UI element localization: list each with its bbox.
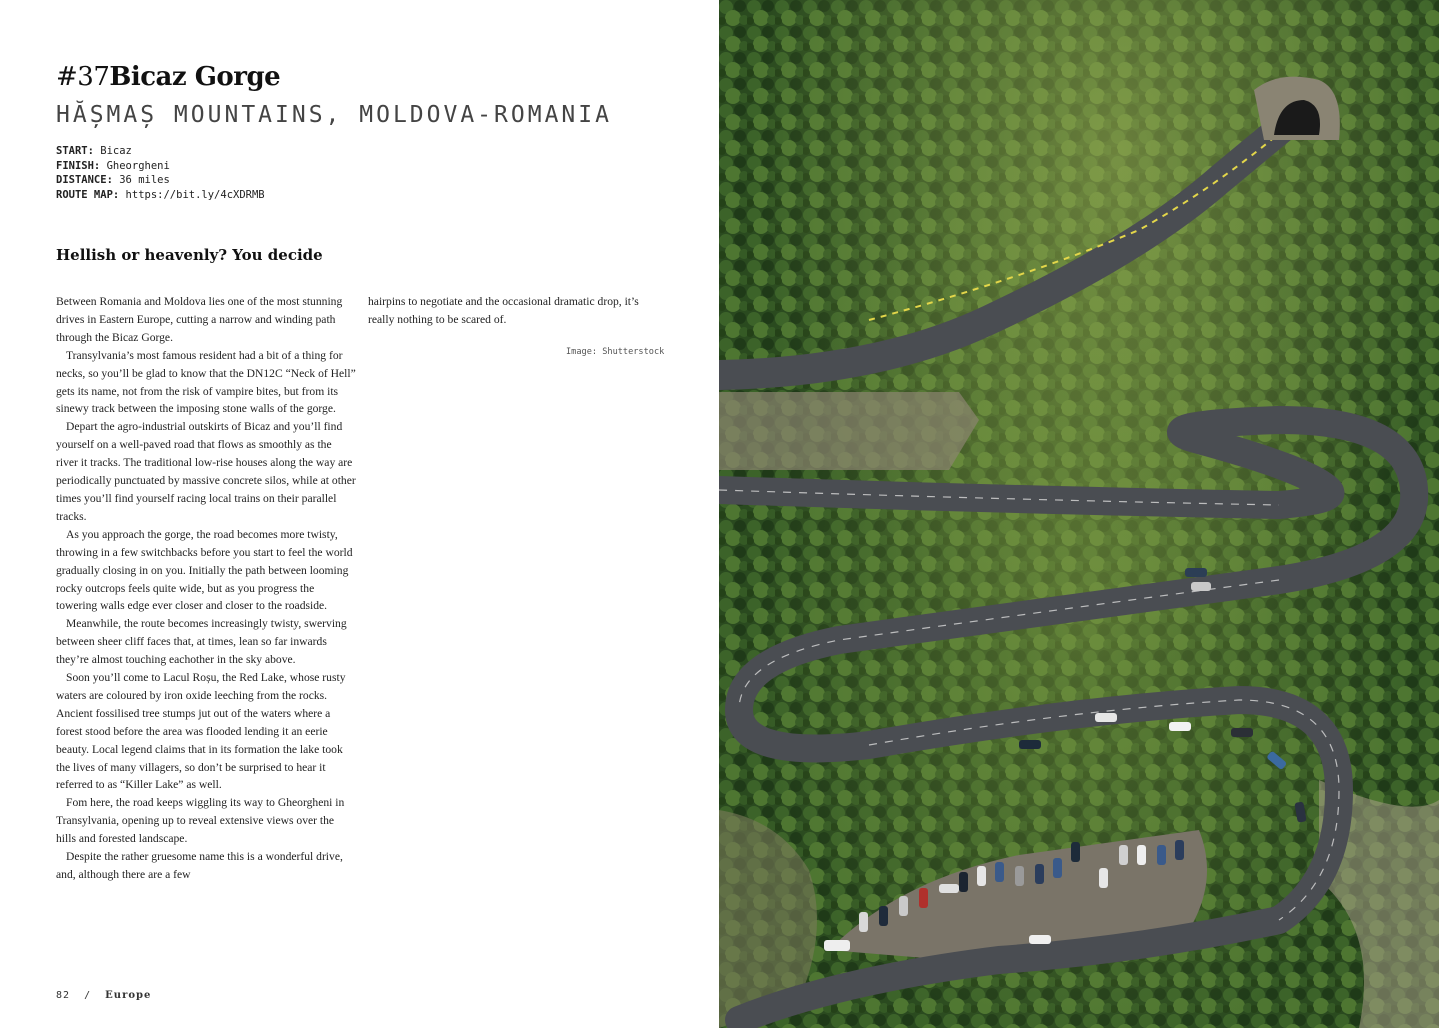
distance-label: DISTANCE:: [56, 174, 113, 187]
paragraph: Transylvania’s most famous resident had a bit of a thing for necks, so you’ll be glad to know that the DN12C “Neck of Hell” gets its name, not from the risk of vampire bites, but from its sinewy track between the imposing stone walls of the gorge.: [56, 348, 356, 416]
paragraph: As you approach the gorge, the road becomes more twisty, throwing in a few switchbacks before you start to feel the world gradually closing in on you. Initially the path between looming rocky outcrops feels quite wide, but as you progress the towering walls edge ever closer and closer to the roadside.: [56, 527, 353, 613]
paragraph: Meanwhile, the route becomes increasingly twisty, swerving between sheer cliff faces that, at times, lean so far inwards they’re almost touching eachother in the sky above.: [56, 617, 347, 667]
paragraph: Fom here, the road keeps wiggling its way to Gheorgheni in Transylvania, opening up to reveal extensive views over the hills and forested landscape.: [56, 796, 345, 846]
route-details: [56, 144, 265, 202]
finish-label: FINISH:: [56, 159, 101, 172]
route-number: #37: [56, 62, 110, 92]
distance-value: 36 miles: [119, 174, 170, 187]
article-page: [0, 0, 719, 1028]
rock-wall: [719, 392, 979, 470]
article-heading: Hellish or heavenly? You decide: [56, 246, 323, 264]
route-map-row: [56, 188, 265, 203]
page-number: 82: [56, 990, 71, 1001]
page-footer: [56, 990, 151, 1001]
route-title: [56, 62, 280, 92]
photo-illustration: [719, 0, 1439, 1028]
body-column-2: [368, 293, 668, 329]
route-region: HĂȘMAȘ MOUNTAINS, MOLDOVA-ROMANIA: [56, 102, 612, 128]
start-value: Bicaz: [100, 145, 132, 157]
image-credit: Image: Shutterstock: [566, 347, 665, 357]
finish-value: Gheorgheni: [106, 159, 170, 172]
route-map-link[interactable]: https://bit.ly/4cXDRMB: [125, 188, 265, 201]
aerial-road-photo: [719, 0, 1439, 1028]
route-map-label: ROUTE MAP:: [56, 188, 120, 201]
paragraph: Soon you’ll come to Lacul Roșu, the Red Lake, whose rusty waters are coloured by iron oxide leeching from the rocks. Ancient fossilised tree stumps jut out of the waters where a forest stood before the area was flooded lending it an eerie beauty. Local legend claims that in its formation the lake took the lives of many villagers, so don’t be surprised to hear it referred to as “Killer Lake” as well.: [56, 671, 346, 792]
footer-separator: /: [84, 990, 92, 1001]
start-row: [56, 144, 265, 159]
distance-row: [56, 173, 265, 188]
finish-row: [56, 159, 265, 174]
paragraph: hairpins to negotiate and the occasional dramatic drop, it’s really nothing to be scared of.: [368, 295, 639, 326]
paragraph: Depart the agro-industrial outskirts of Bicaz and you’ll find yourself on a well-paved road that flows as smoothly as the river it tracks. The traditional low-rise houses along the way are periodically punctuated by massive concrete silos, while at other times you’ll find yourself racing local trains on their parallel tracks.: [56, 420, 356, 523]
section-name: Europe: [105, 990, 152, 1001]
start-label: START:: [56, 145, 94, 157]
route-name: Bicaz Gorge: [109, 62, 281, 92]
body-column-1: [56, 293, 356, 884]
paragraph: Between Romania and Moldova lies one of the most stunning drives in Eastern Europe, cutting a narrow and winding path through the Bicaz Gorge.: [56, 295, 343, 344]
paragraph: Despite the rather gruesome name this is a wonderful drive, and, although there are a few: [56, 850, 343, 881]
